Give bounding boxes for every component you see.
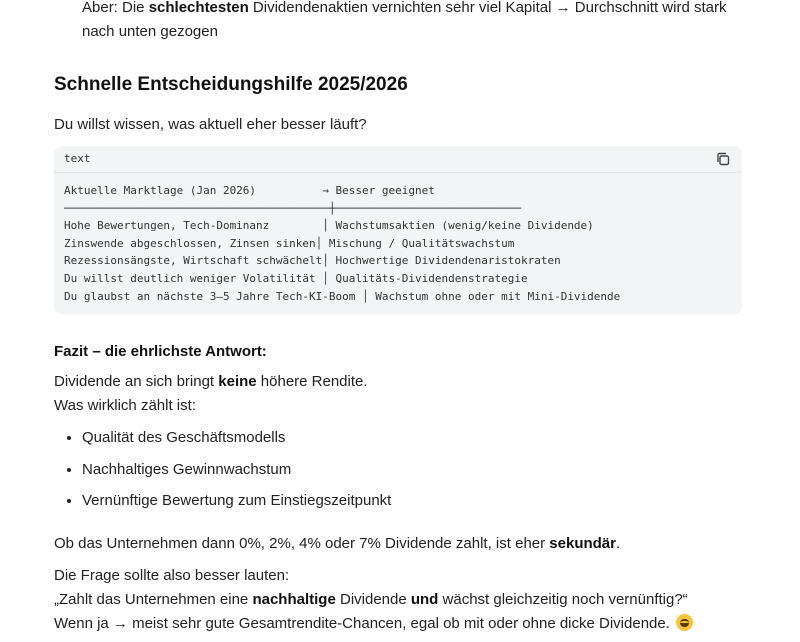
code-language-label: text — [64, 152, 91, 165]
intro-line-1 — [82, 0, 726, 20]
conclusion-line-2: Was wirklich zählt ist: — [54, 397, 196, 414]
copy-icon[interactable] — [716, 152, 730, 166]
quote-text: Dividende — [335, 591, 411, 608]
list-item: • Qualität des Geschäftsmodells — [82, 426, 391, 450]
code-line: Du willst deutlich weniger Volatilität │ Qualitäts-Dividendenstrategie — [64, 271, 528, 285]
summary-line — [54, 532, 620, 556]
conclusion-text: Dividende an sich bringt — [54, 373, 219, 390]
quote-bold: nachhaltige — [252, 591, 336, 608]
code-content — [64, 182, 620, 305]
criteria-list — [54, 426, 391, 521]
conclusion-text-end: höhere Rendite. — [256, 373, 368, 390]
summary-text-end: . — [616, 535, 621, 552]
intro-text-end: Dividendenaktien vernichten sehr viel Kapital → Durchschnitt wird stark — [248, 0, 727, 16]
code-line: ────────────────────────────────────────┼──────────────────────────── — [64, 201, 521, 215]
quote-bold: und — [410, 591, 439, 608]
conclusion-title: Fazit – die ehrlichste Antwort: — [54, 343, 267, 360]
code-line: Hohe Bewertungen, Tech-Dominanz │ Wachstumsaktien (wenig/keine Dividende) — [64, 219, 594, 233]
conclusion-line-1 — [54, 370, 368, 394]
question-intro: Die Frage sollte also besser lauten: — [54, 567, 290, 584]
section-question: Du willst wissen, was aktuell eher besser läuft? — [54, 116, 367, 133]
summary-bold: sekundär — [549, 535, 616, 552]
intro-text: Aber: Die — [82, 0, 149, 16]
summary-text: Ob das Unternehmen dann 0%, 2%, 4% oder 7% Dividende zahlt, ist eher — [54, 535, 550, 552]
conclusion-bold: keine — [218, 373, 257, 390]
grinning-face-icon — [676, 614, 693, 631]
quote-text-end: wächst gleichzeitig noch vernünftig?“ — [438, 591, 688, 608]
intro-bold: schlechtesten — [148, 0, 249, 16]
list-item: • Nachhaltiges Gewinnwachstum — [82, 458, 391, 482]
code-line: Du glaubst an nächste 3–5 Jahre Tech-KI-Boom │ Wachstum ohne oder mit Mini-Dividende — [64, 289, 621, 303]
final-line — [54, 612, 693, 636]
list-item: • Vernünftige Bewertung zum Einstiegszeitpunkt — [82, 489, 391, 513]
intro-line-2: nach unten gezogen — [82, 23, 218, 40]
code-line: Aktuelle Marktlage (Jan 2026) → Besser geeignet — [64, 184, 435, 197]
final-text: Wenn ja → meist sehr gute Gesamtrendite-Chancen, egal ob mit oder ohne dicke Dividende. — [54, 615, 670, 632]
quote-text: „Zahlt das Unternehmen eine — [54, 591, 253, 608]
code-line: Zinswende abgeschlossen, Zinsen sinken│ Mischung / Qualitätswachstum — [64, 236, 515, 250]
section-heading: Schnelle Entscheidungshilfe 2025/2026 — [54, 74, 408, 95]
code-block — [54, 146, 742, 314]
code-line: Rezessionsängste, Wirtschaft schwächelt│ Hochwertige Dividendenaristokraten — [64, 254, 561, 268]
code-header-divider — [54, 172, 742, 173]
quote-line — [54, 588, 688, 612]
